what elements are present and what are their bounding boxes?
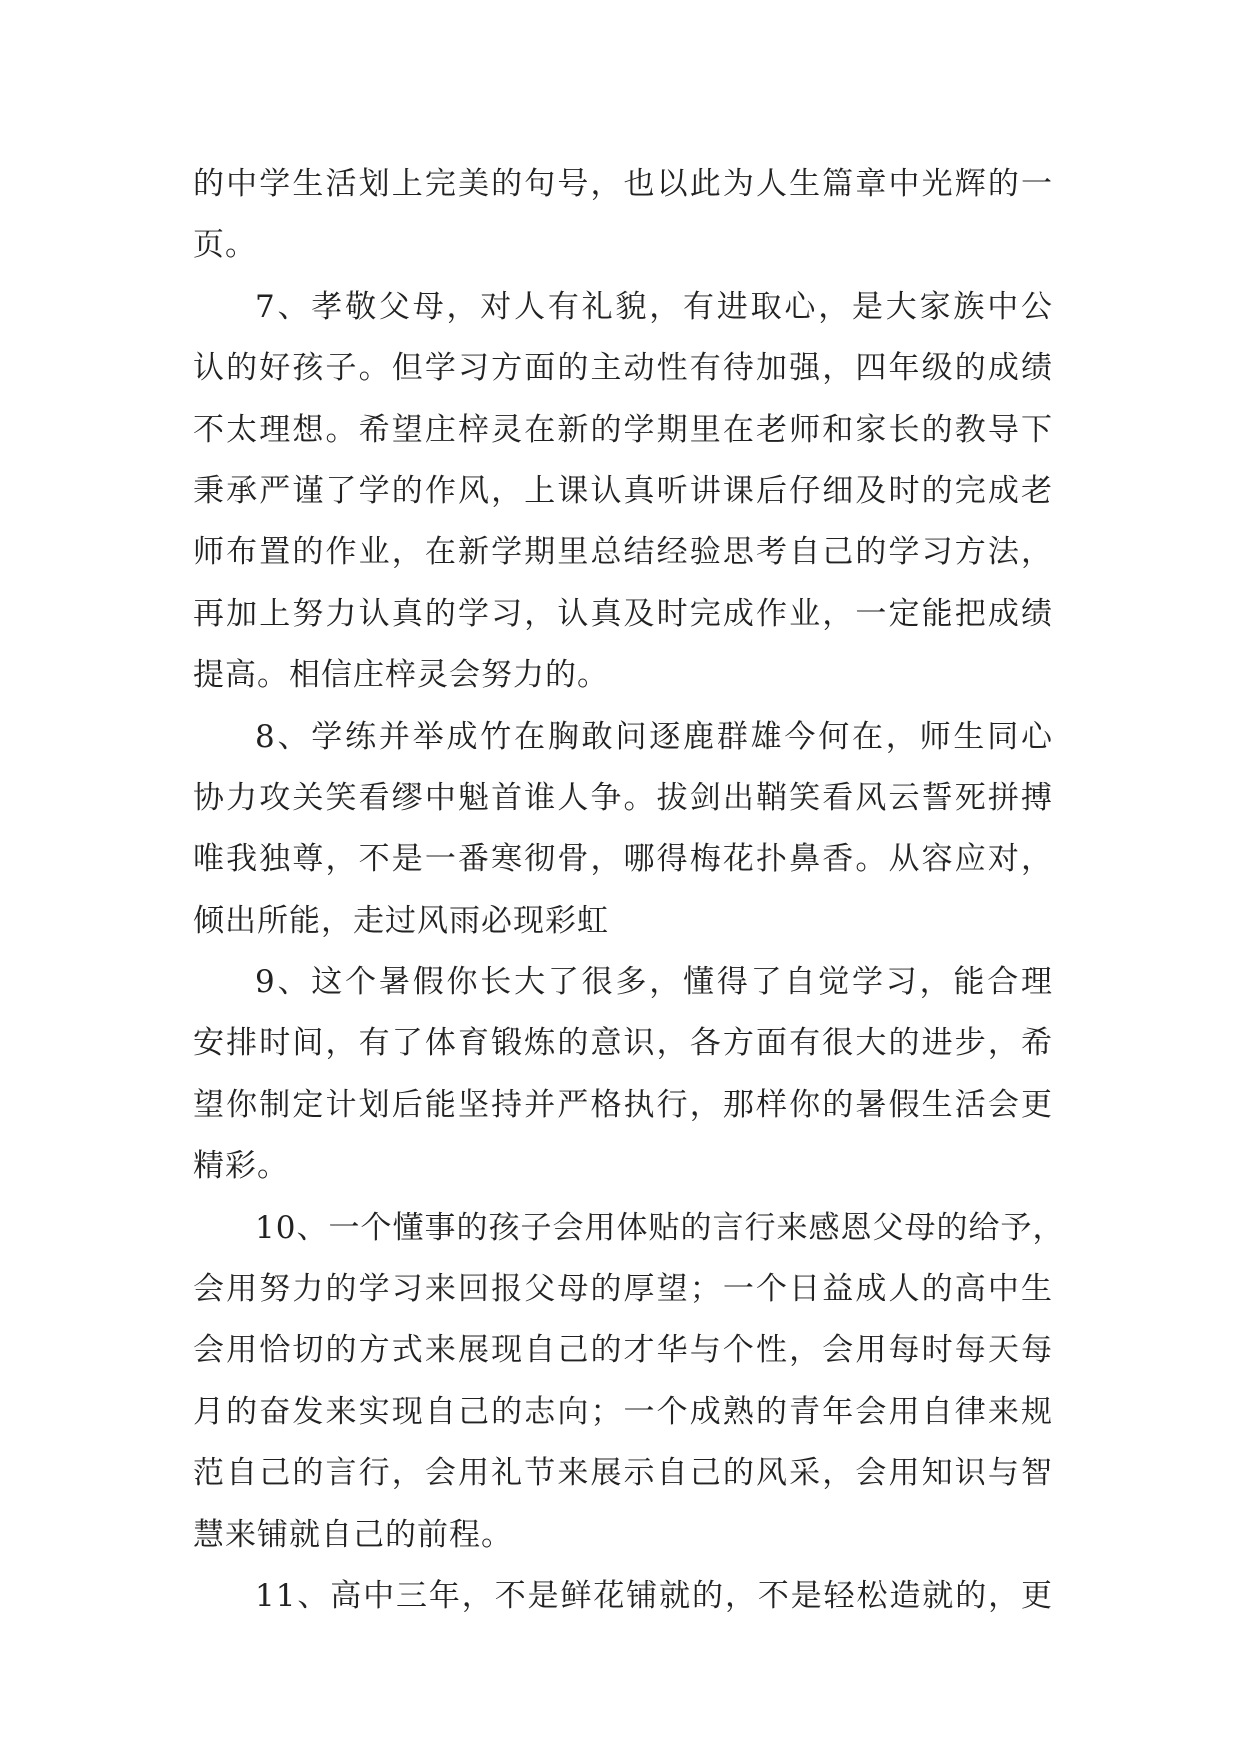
text-line: 认的好孩子。但学习方面的主动性有待加强，四年级的成绩: [193, 350, 1053, 387]
text-line: 精彩。: [193, 1148, 289, 1185]
text-line: 不太理想。希望庄梓灵在新的学期里在老师和家长的教导下: [193, 411, 1053, 448]
paragraph-10-start: 10、一个懂事的孩子会用体贴的言行来感恩父母的给予，: [255, 1209, 1065, 1246]
text-line: 倾出所能，走过风雨必现彩虹: [193, 902, 609, 939]
document-body: [193, 154, 1065, 1627]
text-line: 秉承严谨了学的作风，上课认真听讲课后仔细及时的完成老: [193, 472, 1053, 509]
text-line: 协力攻关笑看缪中魁首谁人争。拔剑出鞘笑看风云誓死拼搏: [193, 779, 1053, 816]
text-line: 的中学生活划上完美的句号，也以此为人生篇章中光辉的一: [193, 166, 1053, 202]
paragraph-7-start: 7、孝敬父母，对人有礼貌，有进取心，是大家族中公: [255, 288, 1053, 325]
text-line: 师布置的作业，在新学期里总结经验思考自己的学习方法，: [193, 534, 1053, 571]
text-line: 望你制定计划后能坚持并严格执行，那样你的暑假生活会更: [193, 1086, 1053, 1123]
text-line: 范自己的言行，会用礼节来展示自己的风采，会用知识与智: [193, 1455, 1053, 1492]
text-line: 再加上努力认真的学习，认真及时完成作业，一定能把成绩: [193, 595, 1053, 632]
text-line: 会用恰切的方式来展现自己的才华与个性，会用每时每天每: [193, 1332, 1053, 1369]
text-line: 会用努力的学习来回报父母的厚望；一个日益成人的高中生: [193, 1271, 1053, 1308]
text-line: 安排时间，有了体育锻炼的意识，各方面有很大的进步，希: [193, 1025, 1053, 1062]
text-line: 月的奋发来实现自己的志向；一个成熟的青年会用自律来规: [193, 1393, 1053, 1430]
text-line: 页。: [193, 227, 257, 264]
text-line: 慧来铺就自己的前程。: [193, 1516, 513, 1553]
text-line: 提高。相信庄梓灵会努力的。: [193, 657, 609, 694]
paragraph-8-start: 8、学练并举成竹在胸敢问逐鹿群雄今何在，师生同心: [255, 718, 1053, 755]
paragraph-11-start: 11、高中三年，不是鲜花铺就的，不是轻松造就的，更: [255, 1577, 1053, 1614]
paragraph-9-start: 9、这个暑假你长大了很多，懂得了自觉学习，能合理: [255, 964, 1053, 1001]
text-line: 唯我独尊，不是一番寒彻骨，哪得梅花扑鼻香。从容应对，: [193, 841, 1053, 878]
